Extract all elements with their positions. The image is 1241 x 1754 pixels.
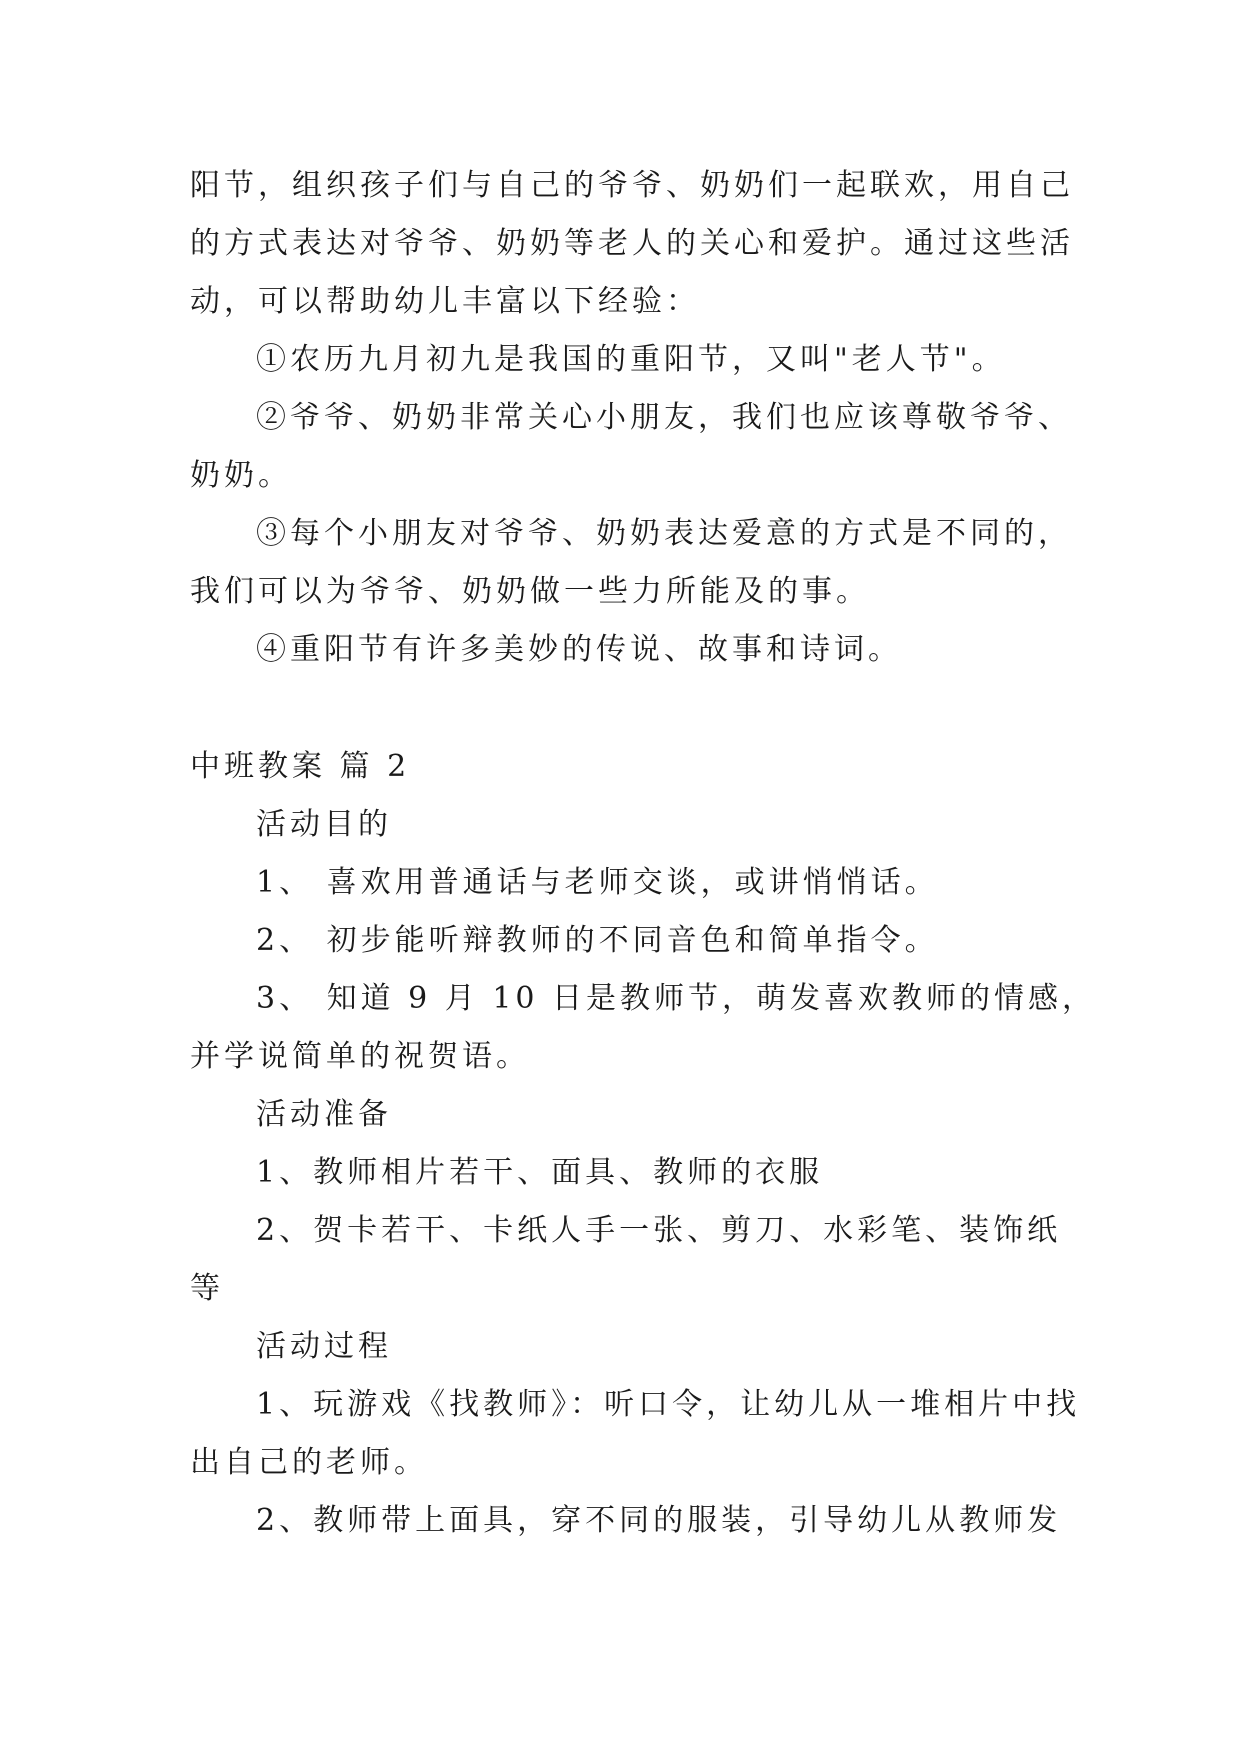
list-item: ①农历九月初九是我国的重阳节，又叫"老人节"。 — [256, 342, 1006, 377]
text-line: 并学说简单的祝贺语。 — [190, 1039, 530, 1074]
text-line: 等 — [190, 1271, 224, 1306]
list-item: ②爷爷、奶奶非常关心小朋友，我们也应该尊敬爷爷、 — [256, 400, 1072, 435]
list-item: 2、贺卡若干、卡纸人手一张、剪刀、水彩笔、装饰纸 — [256, 1213, 1062, 1248]
text-line: 阳节，组织孩子们与自己的爷爷、奶奶们一起联欢，用自己 — [190, 168, 1074, 203]
list-item: 3、 知道 9 月 10 日是教师节，萌发喜欢教师的情感， — [256, 981, 1097, 1016]
text-line: 的方式表达对爷爷、奶奶等老人的关心和爱护。通过这些活 — [190, 226, 1074, 261]
text-line: 我们可以为爷爷、奶奶做一些力所能及的事。 — [190, 574, 870, 609]
subheading: 活动过程 — [256, 1329, 392, 1364]
text-line: 动，可以帮助幼儿丰富以下经验： — [190, 284, 700, 319]
subheading: 活动准备 — [256, 1097, 392, 1132]
list-item: ③每个小朋友对爷爷、奶奶表达爱意的方式是不同的， — [256, 516, 1072, 551]
list-item: 2、教师带上面具，穿不同的服装，引导幼儿从教师发 — [256, 1503, 1062, 1538]
text-line: 奶奶。 — [190, 458, 292, 493]
list-item: ④重阳节有许多美妙的传说、故事和诗词。 — [256, 632, 902, 667]
list-item: 1、 喜欢用普通话与老师交谈，或讲悄悄话。 — [256, 865, 939, 900]
subheading: 活动目的 — [256, 807, 392, 842]
list-item: 2、 初步能听辩教师的不同音色和简单指令。 — [256, 923, 939, 958]
section-heading: 中班教案 篇 2 — [190, 749, 411, 784]
text-line: 出自己的老师。 — [190, 1445, 428, 1480]
list-item: 1、教师相片若干、面具、教师的衣服 — [256, 1155, 824, 1190]
list-item: 1、玩游戏《找教师》：听口令，让幼儿从一堆相片中找 — [256, 1387, 1081, 1422]
